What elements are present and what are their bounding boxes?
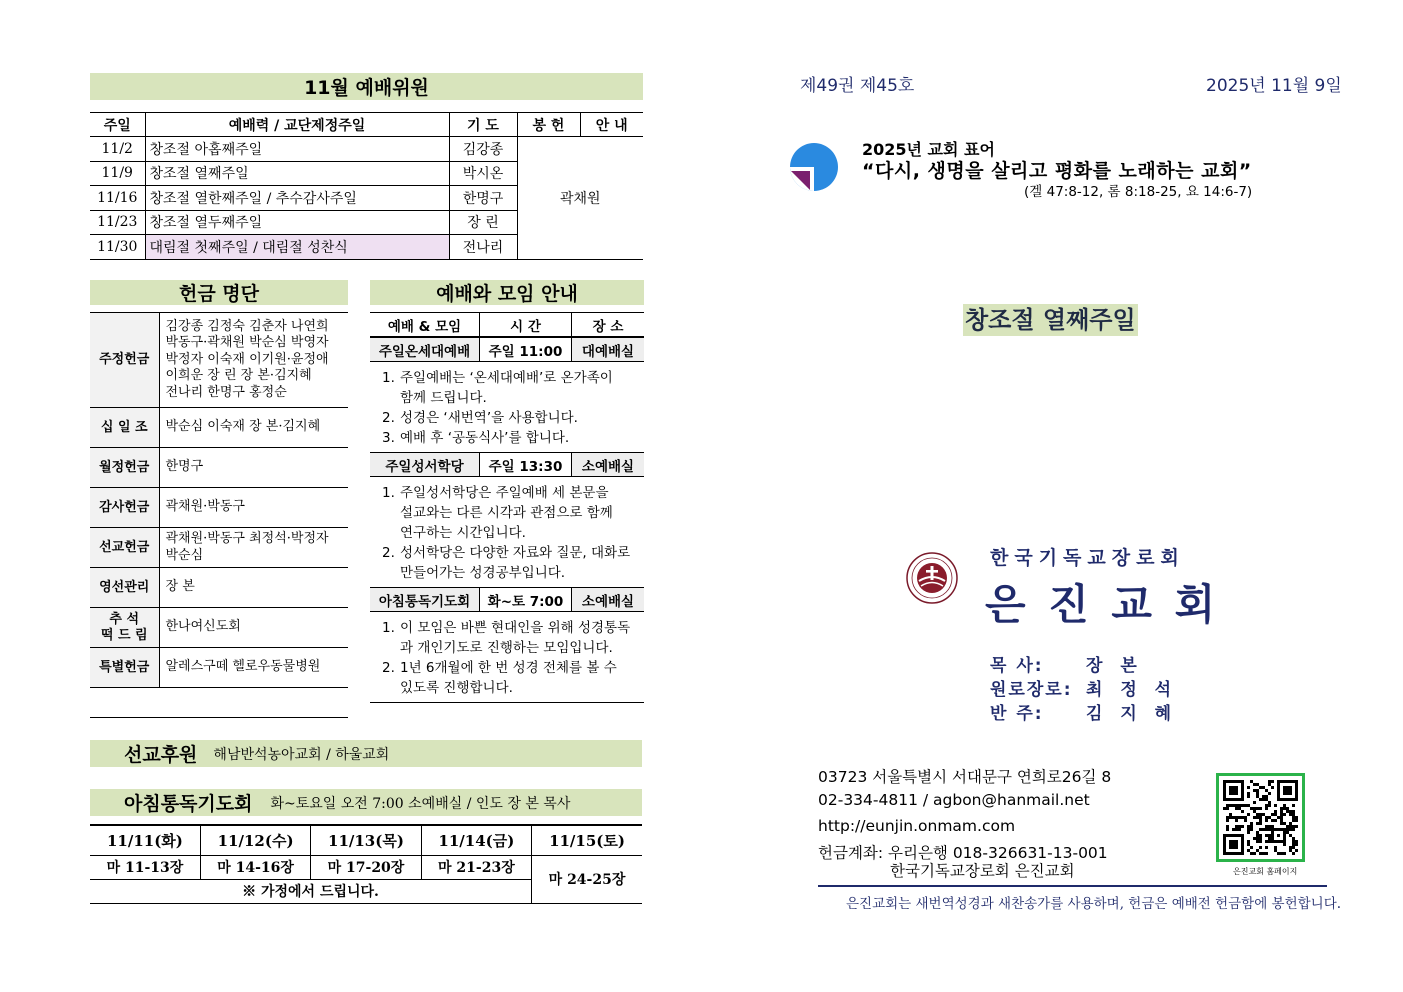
table-row	[90, 488, 348, 528]
schedule-day: 11/15(토)	[532, 825, 642, 855]
roster-date: 11/2	[90, 137, 145, 162]
mission-bar	[90, 740, 642, 767]
denomination-name: 한국기독교장로회	[990, 547, 1185, 569]
offering-names	[159, 648, 348, 688]
offering-names	[159, 608, 348, 648]
morning-text: 화~토요일 오전 7:00 소예배실 / 인도 장 본 목사	[270, 795, 571, 812]
roster-service: 창조절 열두째주일	[145, 210, 449, 235]
guide-note-text: 1년 6개월에 한 번 성경 전체를 볼 수 있도록 진행합니다.	[400, 660, 617, 696]
offering-label: 주정헌금	[90, 313, 159, 408]
qr-code-icon[interactable]	[1216, 773, 1305, 862]
offering-label: 감사헌금	[90, 488, 159, 528]
roster-col-prayer: 기 도	[449, 113, 517, 137]
offering-names	[159, 408, 348, 448]
staff-role: 반 주:	[990, 704, 1044, 724]
roster-prayer: 김강종	[449, 137, 517, 162]
table-row	[90, 528, 348, 568]
offering-label: 특별헌금	[90, 648, 159, 688]
roster-date: 11/30	[90, 235, 145, 260]
roster-service: 대림절 첫째주일 / 대림절 성찬식	[145, 235, 449, 260]
morning-schedule-table	[90, 824, 642, 904]
schedule-days-row	[90, 825, 642, 855]
offering-names	[159, 448, 348, 488]
motto-text: “다시, 생명을 살리고 평화를 노래하는 교회”	[862, 160, 1252, 182]
table-row	[90, 608, 348, 648]
account-number: 우리은행 018-326631-13-001	[888, 844, 1108, 862]
offering-name-line: 장 본	[165, 579, 195, 595]
roster-prayer: 장 린	[449, 210, 517, 235]
morning-bar	[90, 789, 642, 816]
staff-row	[990, 654, 1177, 678]
list-item: 1. 주일예배는 ‘온세대예배’로 온가족이 함께 드립니다.	[382, 370, 613, 406]
roster-service: 창조절 열한째주일 / 추수감사주일	[145, 186, 449, 211]
morning-title: 아침통독기도회	[124, 793, 253, 815]
guide-section-name: 아침통독기도회	[370, 588, 480, 611]
list-item: 3. 예배 후 ‘공동식사’를 합니다.	[382, 430, 570, 446]
list-item: 2. 성서학당은 다양한 자료와 질문, 대화로 만들어가는 성경공부입니다.	[382, 545, 631, 581]
roster-prayer: 박시온	[449, 161, 517, 186]
table-row	[90, 688, 348, 718]
church-contact: 02-334-4811 / agbon@hanmail.net	[818, 791, 1090, 809]
schedule-reading: 마 21-23장	[421, 855, 531, 879]
guide-section-name: 주일온세대예배	[370, 338, 480, 361]
roster-table	[90, 112, 643, 260]
guide-note-text: 예배 후 ‘공동식사’를 합니다.	[400, 430, 570, 446]
offering-name-line: 박순심	[165, 547, 204, 563]
roster-prayer: 전나리	[449, 235, 517, 260]
account-owner: 한국기독교장로회 은진교회	[890, 862, 1075, 880]
guide-section-place: 소예배실	[572, 453, 644, 476]
offering-title: 헌금 명단	[90, 280, 348, 305]
motto-reference: (겔 47:8-12, 롬 8:18-25, 요 14:6-7)	[1024, 184, 1253, 200]
guide-section-row	[370, 337, 644, 362]
qr-caption: 은진교회 홈페이지	[1233, 867, 1298, 876]
offering-name-line: 김강종 김정숙 김춘자 나연희	[165, 318, 329, 334]
schedule-day: 11/13(목)	[311, 825, 421, 855]
table-row	[90, 313, 348, 408]
offering-names	[159, 313, 348, 408]
roster-service: 창조절 열째주일	[145, 161, 449, 186]
guide-note-text: 성경은 ‘새번역’을 사용합니다.	[400, 410, 578, 426]
schedule-reading: 마 14-16장	[200, 855, 310, 879]
schedule-note: ※ 가정에서 드립니다.	[90, 879, 532, 903]
list-item: 2. 1년 6개월에 한 번 성경 전체를 볼 수 있도록 진행합니다.	[382, 660, 617, 696]
roster-col-service: 예배력 / 교단제정주일	[145, 113, 449, 137]
offering-name-line: 곽채원·박동구 최정석·박정자	[165, 531, 329, 546]
guide-section-time: 주일 11:00	[480, 338, 572, 361]
church-name: 은 진 교 회	[985, 580, 1220, 629]
offering-name-line: 이희운 장 린 장 본·김지혜	[165, 368, 312, 384]
offering-label: 선교헌금	[90, 528, 159, 568]
schedule-day: 11/11(화)	[90, 825, 200, 855]
schedule-day: 11/12(수)	[200, 825, 310, 855]
schedule-reading: 마 24-25장	[532, 855, 642, 903]
guide-header-row	[370, 312, 644, 337]
roster-service: 창조절 아홉째주일	[145, 137, 449, 162]
offering-names	[159, 568, 348, 608]
sunday-title: 창조절 열째주일	[965, 306, 1136, 334]
account-label: 헌금계좌:	[818, 844, 884, 862]
table-row	[90, 568, 348, 608]
guide-section-place: 소예배실	[572, 588, 644, 611]
staff-name: 장 본	[1086, 656, 1143, 676]
offering-label: 추 석 떡 드 림	[90, 608, 159, 648]
offering-name-line: 한나여신도회	[165, 619, 241, 635]
offering-name-line: 박동구·곽채원 박순심 박영자	[165, 335, 329, 351]
schedule-reading: 마 17-20장	[311, 855, 421, 879]
offering-name-line: 박순심 이숙재 장 본·김지혜	[165, 419, 321, 435]
volume-number: 제49권 제45호	[800, 76, 915, 96]
offering-names	[159, 528, 348, 568]
staff-row	[990, 702, 1177, 726]
schedule-readings-row	[90, 855, 642, 879]
guide-note-text: 주일성서학당은 주일예배 세 본문을 설교와는 다른 시각과 관점으로 함께 연구하는 시간입니다.	[400, 485, 613, 541]
guide-section-notes	[370, 612, 644, 702]
mission-text: 해남반석농아교회 / 하울교회	[213, 746, 390, 763]
guide-col-time: 시 간	[480, 313, 572, 336]
staff-row	[990, 678, 1177, 702]
offering-name-line: 곽채원·박동구	[165, 499, 245, 515]
mission-title: 선교후원	[124, 744, 198, 766]
guide-section-name: 주일성서학당	[370, 453, 480, 476]
guide-note-text: 주일예배는 ‘온세대예배’로 온가족이 함께 드립니다.	[400, 370, 613, 406]
staff-role: 원로장로:	[990, 680, 1073, 700]
roster-date: 11/9	[90, 161, 145, 186]
roster-date: 11/23	[90, 210, 145, 235]
roster-title: 11월 예배위원	[90, 73, 643, 100]
table-row	[90, 448, 348, 488]
table-row	[90, 137, 643, 162]
roster-col-date: 주일	[90, 113, 145, 137]
guide-section-place: 대예배실	[572, 338, 644, 361]
guide-note-text: 성서학당은 다양한 자료와 질문, 대화로 만들어가는 성경공부입니다.	[400, 545, 631, 581]
guide-section-notes	[370, 362, 644, 452]
staff-list	[990, 654, 1177, 726]
offering-name-line: 박정자 이숙재 이기원·윤정애	[165, 351, 329, 367]
guide-note-text: 이 모임은 바쁜 현대인을 위해 성경통독 과 개인기도로 진행하는 모임입니다.	[400, 620, 631, 656]
table-row	[90, 648, 348, 688]
offering-blank	[90, 688, 348, 718]
table-row	[90, 408, 348, 448]
guide-col-name: 예배 & 모임	[370, 313, 480, 336]
guide-section-row	[370, 452, 644, 477]
church-address: 03723 서울특별시 서대문구 연희로26길 8	[818, 768, 1112, 786]
list-item: 1. 주일성서학당은 주일예배 세 본문을 설교와는 다른 시각과 관점으로 함께 연구하는 시간입니다.	[382, 485, 613, 541]
worship-guide	[370, 312, 644, 703]
roster-col-usher: 안 내	[580, 113, 643, 137]
footer-note: 은진교회는 새번역성경과 새찬송가를 사용하며, 헌금은 예배전 헌금함에 봉헌합니다.	[846, 896, 1342, 912]
schedule-reading: 마 11-13장	[90, 855, 200, 879]
offering-label: 월정헌금	[90, 448, 159, 488]
list-item: 2. 성경은 ‘새번역’을 사용합니다.	[382, 410, 578, 426]
guide-section-time: 화~토 7:00	[480, 588, 572, 611]
roster-prayer: 한명구	[449, 186, 517, 211]
roster-header-row	[90, 113, 643, 137]
guide-title: 예배와 모임 안내	[370, 280, 644, 305]
guide-section-row	[370, 587, 644, 612]
offering-names	[159, 488, 348, 528]
guide-section-time: 주일 13:30	[480, 453, 572, 476]
offering-name-line: 한명구	[165, 459, 204, 475]
staff-role: 목 사:	[990, 656, 1044, 676]
guide-section-notes	[370, 477, 644, 587]
footer-divider	[818, 885, 1327, 887]
staff-name: 김 지 혜	[1086, 704, 1178, 724]
bulletin-date: 2025년 11월 9일	[1206, 76, 1342, 96]
church-website-link[interactable]: http://eunjin.onmam.com	[818, 817, 1016, 835]
roster-date: 11/16	[90, 186, 145, 211]
guide-col-place: 장 소	[592, 318, 624, 335]
offering-name-line: 전나리 한명구 홍정순	[165, 384, 287, 400]
motto-label: 2025년 교회 표어	[862, 140, 995, 159]
offering-table	[90, 312, 348, 718]
motto-logo-icon	[788, 141, 840, 193]
staff-name: 최 정 석	[1086, 680, 1178, 700]
church-emblem-icon	[905, 551, 959, 605]
offering-label: 영선관리	[90, 568, 159, 608]
offering-label: 십 일 조	[90, 408, 159, 448]
roster-col-offering: 봉 헌	[517, 113, 580, 137]
schedule-day: 11/14(금)	[421, 825, 531, 855]
offering-name-line: 알레스구떼 헬로우동물병원	[165, 659, 321, 675]
guide-bottom-rule	[370, 702, 644, 703]
list-item: 1. 이 모임은 바쁜 현대인을 위해 성경통독 과 개인기도로 진행하는 모임입니다.	[382, 620, 631, 656]
roster-usher-name: 곽채원	[517, 137, 643, 260]
